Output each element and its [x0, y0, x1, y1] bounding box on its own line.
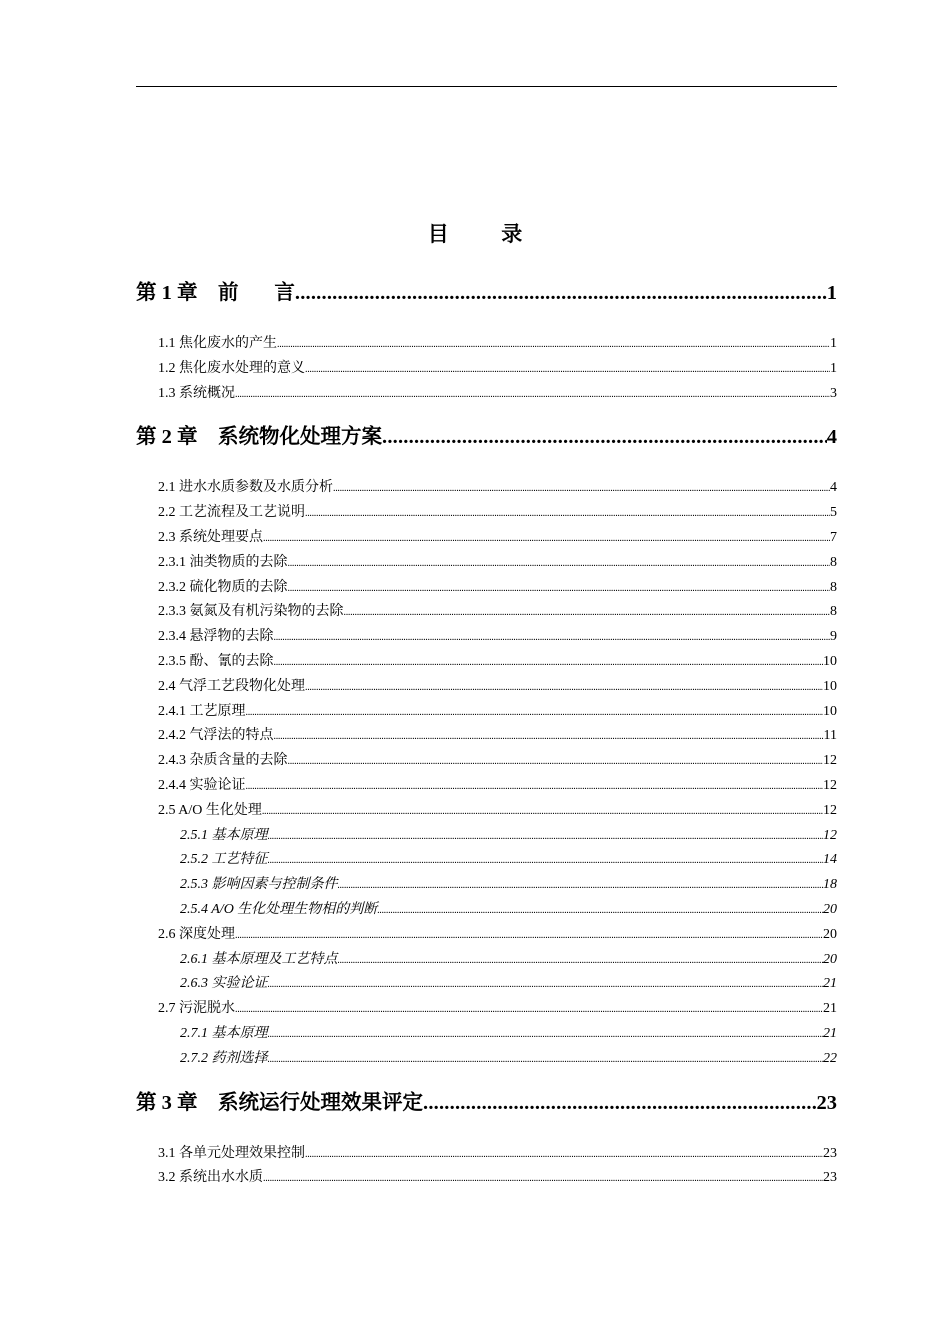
page-number: 18: [823, 877, 837, 893]
entry-title: 2.4.4 实验论证: [158, 777, 246, 793]
page-number: 4: [830, 480, 837, 496]
page-number: 11: [823, 728, 837, 744]
page-number: 22: [823, 1050, 837, 1066]
toc-entry-2-3-3[interactable]: [136, 600, 837, 625]
entry-title: 2.5 A/O 生化处理: [158, 802, 262, 818]
entry-title: 2.7.2 药剂选择: [180, 1050, 268, 1066]
entry-title: 2.3 系统处理要点: [158, 529, 263, 545]
entry-title: 2.3.5 酚、氰的去除: [158, 653, 274, 669]
toc-entry-2-4-3[interactable]: [136, 749, 837, 774]
dot-leader: [338, 874, 824, 899]
dot-leader: [305, 502, 830, 527]
dot-leader: [288, 577, 831, 602]
toc-entry-2-7[interactable]: [136, 997, 837, 1022]
dot-leader: [262, 800, 823, 825]
dot-leader: [333, 477, 830, 502]
entry-title: 2.4.1 工艺原理: [158, 703, 246, 719]
toc-chapter-2[interactable]: [136, 424, 837, 450]
page-number: 7: [830, 529, 837, 545]
entry-title: 2.5.2 工艺特征: [180, 852, 268, 868]
page-number: 20: [823, 926, 837, 942]
dot-leader: [235, 998, 823, 1023]
entry-title: 3.1 各单元处理效果控制: [158, 1145, 305, 1161]
page-number: 23: [823, 1145, 837, 1161]
entry-title: 2.4.2 气浮法的特点: [158, 728, 274, 744]
page-number: 1: [826, 282, 837, 304]
page-number: 8: [830, 554, 837, 570]
dot-leader: [338, 949, 824, 974]
page-number: 12: [823, 777, 837, 793]
entry-title: 2.6 深度处理: [158, 926, 235, 942]
dot-leader: [268, 1048, 824, 1073]
toc-entry-3-2[interactable]: [136, 1166, 837, 1191]
toc-entry-2-6[interactable]: [136, 923, 837, 948]
entry-title: 2.5.4 A/O 生化处理生物相的判断: [180, 901, 378, 917]
dot-leader: [263, 1167, 823, 1192]
toc-entry-2-5-2[interactable]: [136, 848, 837, 873]
toc-entry-2-2[interactable]: [136, 501, 837, 526]
toc-entry-2-5[interactable]: [136, 799, 837, 824]
toc-entry-2-4[interactable]: [136, 675, 837, 700]
entry-title: 2.6.3 实验论证: [180, 976, 268, 992]
page-number: 3: [830, 385, 837, 401]
page-number: 21: [823, 976, 837, 992]
dot-leader: [268, 1023, 824, 1048]
page-number: 23: [823, 1170, 837, 1186]
toc-entry-2-5-1[interactable]: [136, 824, 837, 849]
toc-entry-2-3-4[interactable]: [136, 625, 837, 650]
page-number: 23: [816, 1091, 837, 1114]
toc-entry-2-5-4[interactable]: [136, 898, 837, 923]
entry-title: 2.4 气浮工艺段物化处理: [158, 678, 305, 694]
dot-leader: [235, 383, 830, 408]
dot-leader: [288, 750, 824, 775]
entry-title: 2.5.1 基本原理: [180, 827, 268, 843]
toc-entry-2-7-1[interactable]: [136, 1022, 837, 1047]
toc-entry-2-5-3[interactable]: [136, 873, 837, 898]
page-number: 21: [823, 1025, 837, 1041]
entry-title: 1.3 系统概况: [158, 385, 235, 401]
dot-leader: [377, 899, 823, 924]
toc-entry-2-4-4[interactable]: [136, 774, 837, 799]
toc-entry-2-3[interactable]: [136, 526, 837, 551]
page-number: 12: [823, 802, 837, 818]
page-number: 21: [823, 1001, 837, 1017]
page-number: 1: [830, 360, 837, 376]
entry-title: 1.2 焦化废水处理的意义: [158, 360, 305, 376]
dot-leader: [274, 725, 824, 750]
dot-leader: [305, 1143, 823, 1168]
toc-chapter-1[interactable]: [136, 280, 837, 306]
dot-leader: [344, 601, 831, 626]
toc-title: 目 录: [427, 222, 537, 246]
toc-entry-2-3-1[interactable]: [136, 551, 837, 576]
dot-leader: [382, 424, 827, 450]
chapter-title: 第 3 章 系统运行处理效果评定: [136, 1091, 423, 1114]
dot-leader: [235, 924, 823, 949]
dot-leader: [246, 701, 824, 726]
page-number: 12: [823, 827, 837, 843]
page-number: 20: [823, 951, 837, 967]
entry-title: 2.3.4 悬浮物的去除: [158, 629, 274, 645]
toc-entry-2-7-2[interactable]: [136, 1047, 837, 1072]
page-number: 5: [830, 505, 837, 521]
entry-title: 2.7 污泥脱水: [158, 1001, 235, 1017]
dot-leader: [268, 825, 824, 850]
toc-entry-2-4-2[interactable]: [136, 724, 837, 749]
entry-title: 2.7.1 基本原理: [180, 1025, 268, 1041]
page-number: 9: [830, 629, 837, 645]
page-number: 20: [823, 901, 837, 917]
entry-title: 2.5.3 影响因素与控制条件: [180, 877, 338, 893]
dot-leader: [305, 676, 823, 701]
page-number: 8: [830, 604, 837, 620]
entry-title: 2.1 进水水质参数及水质分析: [158, 480, 333, 496]
page-number: 12: [823, 753, 837, 769]
dot-leader: [277, 333, 830, 358]
dot-leader: [305, 358, 830, 383]
toc-entry-2-3-2[interactable]: [136, 576, 837, 601]
entry-title: 2.3.1 油类物质的去除: [158, 554, 288, 570]
entry-title: 2.4.3 杂质含量的去除: [158, 753, 288, 769]
entry-title: 2.2 工艺流程及工艺说明: [158, 505, 305, 521]
header-rule: [136, 86, 837, 87]
page-number: 4: [826, 426, 837, 449]
entry-title: 3.2 系统出水水质: [158, 1170, 263, 1186]
chapter-title: 第 1 章 前 言: [136, 282, 295, 304]
toc-entry-2-3-5[interactable]: [136, 650, 837, 675]
entry-title: 2.3.2 硫化物质的去除: [158, 579, 288, 595]
toc-entry-1-1[interactable]: [136, 332, 837, 357]
dot-leader: [295, 280, 827, 306]
page-number: 1: [830, 336, 837, 351]
toc-chapter-3[interactable]: [136, 1090, 837, 1116]
dot-leader: [268, 849, 824, 874]
dot-leader: [288, 552, 831, 577]
page-number: 14: [823, 852, 837, 868]
chapter-title: 第 2 章 系统物化处理方案: [136, 426, 382, 449]
entry-title: 2.6.1 基本原理及工艺特点: [180, 951, 338, 967]
toc-entry-3-1[interactable]: [136, 1142, 837, 1167]
dot-leader: [246, 775, 824, 800]
page-number: 10: [823, 678, 837, 694]
dot-leader: [423, 1090, 817, 1116]
page-number: 10: [823, 703, 837, 719]
dot-leader: [274, 626, 831, 651]
toc-entry-2-6-3[interactable]: [136, 972, 837, 997]
page-number: 8: [830, 579, 837, 595]
page-number: 10: [823, 653, 837, 669]
entry-title: 1.1 焦化废水的产生: [158, 336, 277, 351]
toc-entry-1-2[interactable]: [136, 357, 837, 382]
entry-title: 2.3.3 氨氮及有机污染物的去除: [158, 604, 344, 620]
toc-entry-2-6-1[interactable]: [136, 948, 837, 973]
dot-leader: [268, 973, 824, 998]
dot-leader: [274, 651, 824, 676]
table-of-contents: [136, 280, 837, 1191]
toc-entry-2-4-1[interactable]: [136, 700, 837, 725]
toc-entry-2-1[interactable]: [136, 476, 837, 501]
toc-entry-1-3[interactable]: [136, 382, 837, 407]
dot-leader: [263, 527, 830, 552]
